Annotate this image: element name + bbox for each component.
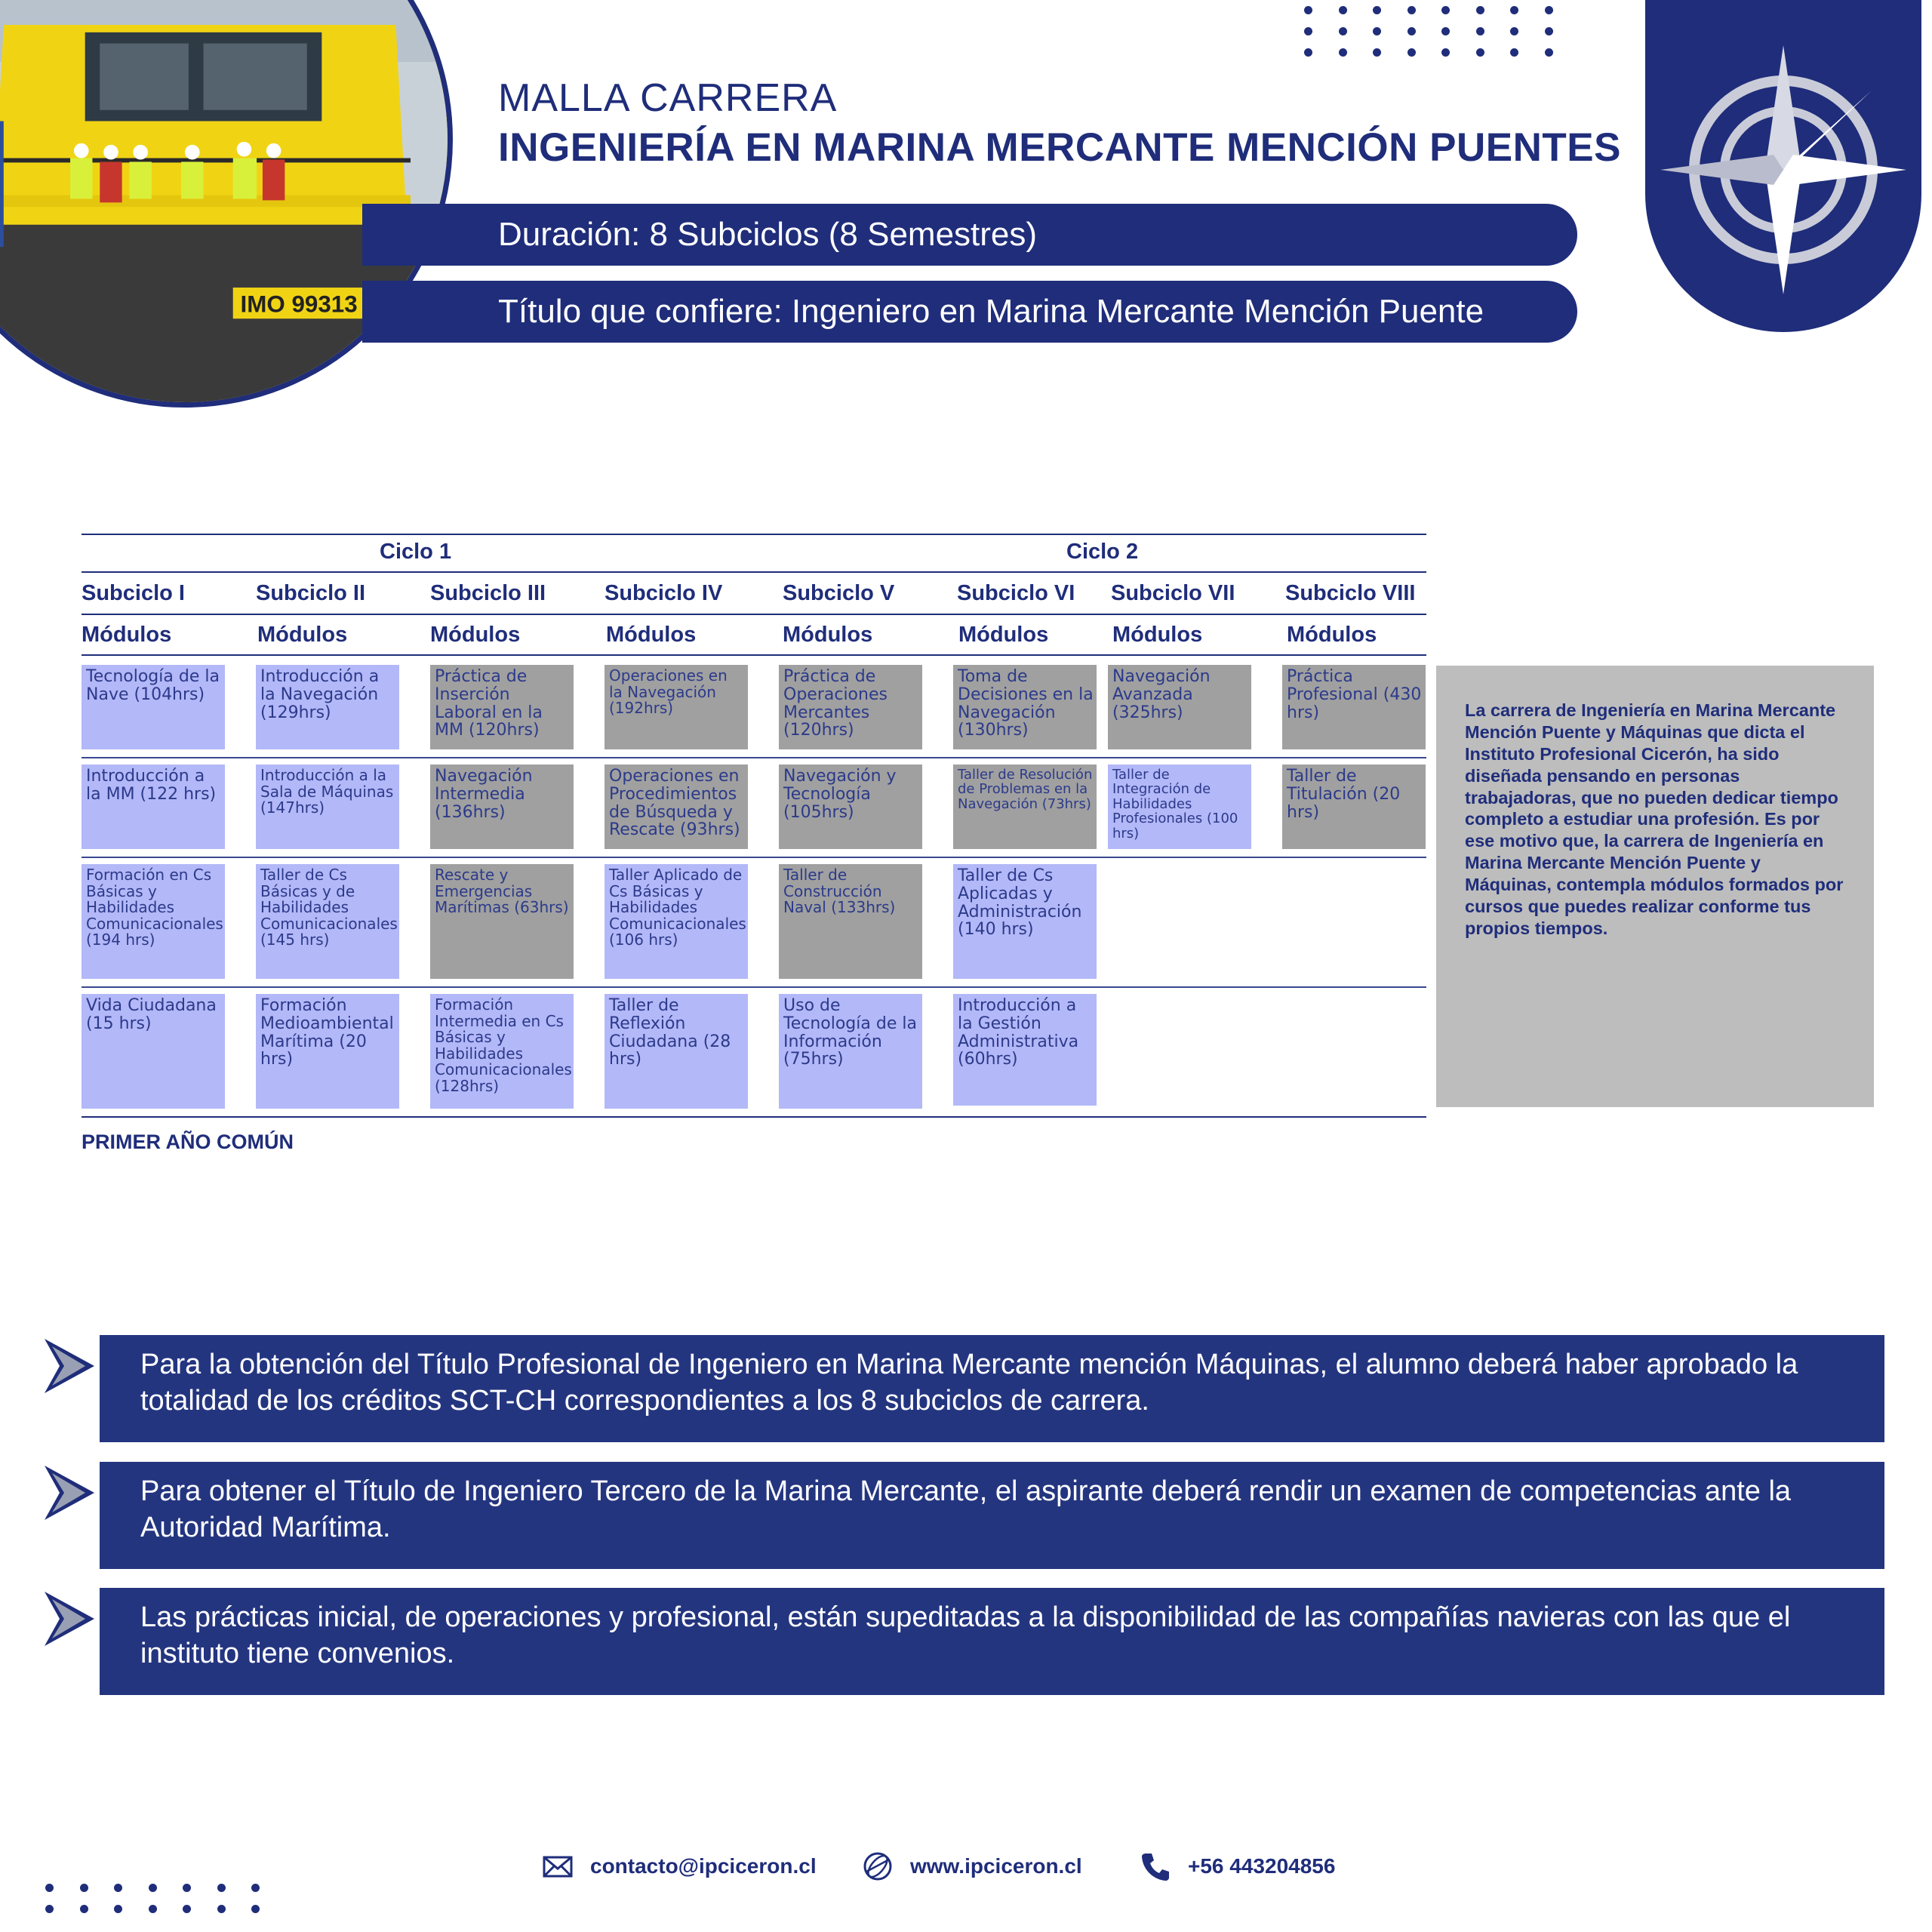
module-cell: Introducción a la Navegación (129hrs)	[256, 665, 399, 749]
module-cell: Práctica de Operaciones Mercantes (120hrs)	[779, 665, 922, 749]
subcycle-3-header: Subciclo III	[430, 581, 546, 605]
cycle-2-header: Ciclo 2	[1066, 540, 1139, 564]
module-cell: Introducción a la MM (122 hrs)	[82, 764, 225, 849]
photo-hull-text: IMO 99313	[240, 291, 358, 318]
table-rule	[82, 857, 1426, 858]
module-cell: Introducción a la Sala de Máquinas (147hrs)	[256, 764, 399, 849]
degree-banner: Título que confiere: Ingeniero en Marina Mercante Mención Puente	[362, 281, 1577, 343]
contact-phone[interactable]	[1140, 1850, 1335, 1882]
modules-label: Módulos	[82, 623, 172, 647]
subcycle-6-header: Subciclo VI	[957, 581, 1075, 605]
contact-email-text[interactable]: contacto@ipciceron.cl	[590, 1854, 817, 1878]
module-cell: Navegación Avanzada (325hrs)	[1108, 665, 1251, 749]
chevron-right-icon	[42, 1336, 98, 1396]
decor-dots-top	[1304, 6, 1579, 57]
module-cell: Operaciones en la Navegación (192hrs)	[605, 665, 748, 749]
module-cell: Taller de Titulación (20 hrs)	[1282, 764, 1426, 849]
table-rule	[82, 534, 1426, 535]
module-cell: Práctica de Inserción Laboral en la MM (120hrs)	[430, 665, 574, 749]
contact-web-text[interactable]: www.ipciceron.cl	[910, 1854, 1082, 1878]
module-cell: Taller de Resolución de Problemas en la Navegación (73hrs)	[953, 764, 1097, 849]
module-cell: Operaciones en Procedimientos de Búsqueda y Rescate (93hrs)	[605, 764, 748, 849]
module-cell: Taller Aplicado de Cs Básicas y Habilidades Comunicacionales (106 hrs)	[605, 864, 748, 979]
subcycle-2-header: Subciclo II	[256, 581, 366, 605]
table-rule	[82, 571, 1426, 573]
requirement-item: Las prácticas inicial, de operaciones y profesional, están supeditadas a la disponibilidad de las compañías navieras con las que el instituto tiene convenios.	[100, 1588, 1884, 1695]
module-cell: Tecnología de la Nave (104hrs)	[82, 665, 225, 749]
page-title: INGENIERÍA EN MARINA MERCANTE MENCIÓN PUENTES	[498, 125, 1621, 170]
mail-icon	[542, 1850, 574, 1882]
compass-icon	[1645, 0, 1921, 332]
table-rule	[82, 757, 1426, 758]
subcycle-5-header: Subciclo V	[783, 581, 895, 605]
module-cell: Vida Ciudadana (15 hrs)	[82, 994, 225, 1109]
module-cell: Navegación y Tecnología (105hrs)	[779, 764, 922, 849]
module-cell: Taller de Integración de Habilidades Profesionales (100 hrs)	[1108, 764, 1251, 849]
career-note-box: La carrera de Ingeniería en Marina Mercante Mención Puente y Máquinas que dicta el Instituto Profesional Cicerón, ha sido diseñada pensando en personas trabajadoras, que no pueden dedicar tiempo completo a estudiar una profesión. Es por ese motivo que, la carrera de Ingeniería en Marina Mercante Mención Puente y Máquinas, contempla módulos formados por cursos que puedes realizar conforme tus propios tiempos.	[1436, 666, 1874, 1107]
contact-email[interactable]	[542, 1850, 817, 1882]
cycle-1-header: Ciclo 1	[380, 540, 452, 564]
requirement-item: Para la obtención del Título Profesional de Ingeniero en Marina Mercante mención Máquinas, el alumno deberá haber aprobado la totalidad de los créditos SCT-CH correspondientes a los 8 subciclos de carrera.	[100, 1335, 1884, 1442]
modules-label: Módulos	[257, 623, 348, 647]
phone-icon	[1140, 1850, 1171, 1882]
module-cell: Taller de Construcción Naval (133hrs)	[779, 864, 922, 979]
module-cell: Taller de Cs Aplicadas y Administración (140 hrs)	[953, 864, 1097, 979]
modules-label: Módulos	[958, 623, 1049, 647]
subcycle-7-header: Subciclo VII	[1111, 581, 1235, 605]
table-rule	[82, 614, 1426, 615]
module-cell: Toma de Decisiones en la Navegación (130hrs)	[953, 665, 1097, 749]
subcycle-4-header: Subciclo IV	[605, 581, 723, 605]
compass-logo-badge	[1645, 0, 1921, 332]
requirement-item: Para obtener el Título de Ingeniero Tercero de la Marina Mercante, el aspirante deberá rendir un examen de competencias ante la Autoridad Marítima.	[100, 1462, 1884, 1569]
contact-web[interactable]	[862, 1850, 1082, 1882]
table-rule	[82, 654, 1426, 656]
page-pretitle: MALLA CARRERA	[498, 76, 838, 120]
module-cell: Práctica Profesional (430 hrs)	[1282, 665, 1426, 749]
module-cell: Introducción a la Gestión Administrativa (60hrs)	[953, 994, 1097, 1106]
table-rule	[82, 1116, 1426, 1118]
module-cell: Formación Intermedia en Cs Básicas y Habilidades Comunicacionales (128hrs)	[430, 994, 574, 1109]
modules-label: Módulos	[606, 623, 697, 647]
duration-banner: Duración: 8 Subciclos (8 Semestres)	[362, 204, 1577, 266]
decor-dots-bottom	[45, 1884, 286, 1913]
module-cell: Taller de Reflexión Ciudadana (28 hrs)	[605, 994, 748, 1109]
modules-label: Módulos	[783, 623, 873, 647]
chevron-right-icon	[42, 1589, 98, 1649]
subcycle-1-header: Subciclo I	[82, 581, 185, 605]
modules-label: Módulos	[1287, 623, 1377, 647]
chevron-right-icon	[42, 1463, 98, 1523]
table-rule	[82, 986, 1426, 988]
common-year-label: PRIMER AÑO COMÚN	[82, 1131, 294, 1153]
subcycle-8-header: Subciclo VIII	[1285, 581, 1416, 605]
module-cell: Formación Medioambiental Marítima (20 hrs)	[256, 994, 399, 1109]
module-cell: Taller de Cs Básicas y de Habilidades Comunicacionales (145 hrs)	[256, 864, 399, 979]
contact-phone-text[interactable]: +56 443204856	[1188, 1854, 1336, 1878]
modules-label: Módulos	[430, 623, 521, 647]
module-cell: Rescate y Emergencias Marítimas (63hrs)	[430, 864, 574, 979]
module-cell: Uso de Tecnología de la Información (75hrs)	[779, 994, 922, 1109]
globe-icon	[862, 1850, 894, 1882]
module-cell: Formación en Cs Básicas y Habilidades Comunicacionales (194 hrs)	[82, 864, 225, 979]
module-cell: Navegación Intermedia (136hrs)	[430, 764, 574, 849]
curriculum-table	[82, 534, 1426, 1118]
modules-label: Módulos	[1112, 623, 1203, 647]
